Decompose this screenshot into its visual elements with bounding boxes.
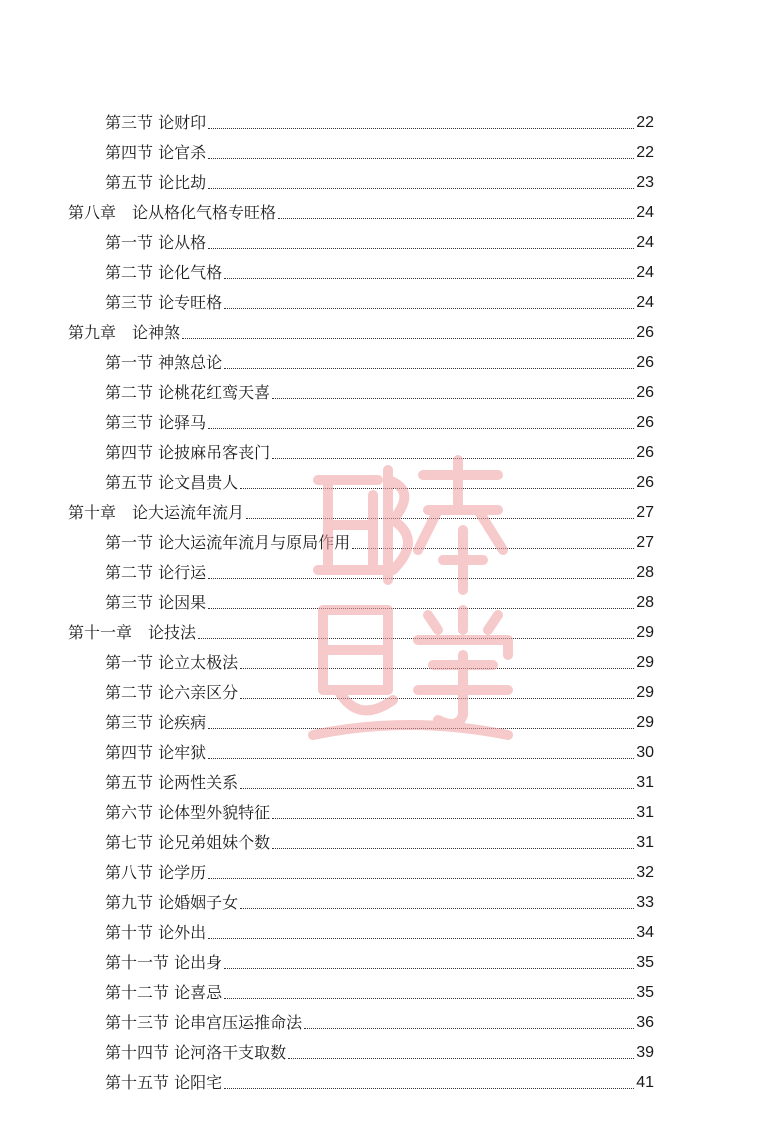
dot-leader <box>208 757 634 759</box>
toc-entry-label <box>105 473 238 493</box>
toc-entry-number: 第八节 <box>105 863 154 882</box>
toc-section-entry[interactable] <box>105 523 654 553</box>
toc-entry-label <box>105 443 270 463</box>
dot-leader <box>224 367 634 369</box>
toc-entry-title: 论披麻吊客丧门 <box>158 443 271 462</box>
toc-entry-number: 第十一章 <box>68 623 133 642</box>
dot-leader <box>352 547 634 549</box>
toc-page-number: 26 <box>636 324 654 341</box>
toc-page-number: 39 <box>636 1044 654 1061</box>
toc-entry-label <box>68 623 196 643</box>
toc-section-entry[interactable] <box>105 553 654 583</box>
toc-entry-title: 神煞总论 <box>158 353 223 372</box>
toc-section-entry[interactable] <box>105 373 654 403</box>
toc-entry-title: 论官杀 <box>158 143 207 162</box>
toc-page-number: 29 <box>636 714 654 731</box>
toc-section-entry[interactable] <box>105 253 654 283</box>
toc-page-number: 22 <box>636 114 654 131</box>
toc-page-number: 30 <box>636 744 654 761</box>
toc-entry-label <box>105 563 206 583</box>
toc-entry-number: 第九节 <box>105 893 154 912</box>
toc-entry-label <box>105 953 222 973</box>
toc-entry-label <box>105 683 238 703</box>
dot-leader <box>224 307 634 309</box>
toc-entry-title: 论从格化气格专旺格 <box>132 203 277 222</box>
toc-entry-title: 论体型外貌特征 <box>158 803 271 822</box>
dot-leader <box>240 487 634 489</box>
toc-section-entry[interactable] <box>105 1063 654 1093</box>
toc-entry-title: 论行运 <box>158 563 207 582</box>
toc-entry-title: 论学历 <box>158 863 207 882</box>
toc-section-entry[interactable] <box>105 883 654 913</box>
toc-entry-label <box>105 143 206 163</box>
toc-page-number: 24 <box>636 294 654 311</box>
toc-page-number: 33 <box>636 894 654 911</box>
dot-leader <box>224 967 634 969</box>
toc-section-entry[interactable] <box>105 163 654 193</box>
dot-leader <box>208 877 634 879</box>
toc-entry-title: 论大运流年流月 <box>132 503 245 522</box>
dot-leader <box>246 517 634 519</box>
toc-entry-title: 论财印 <box>158 113 207 132</box>
dot-leader <box>288 1057 634 1059</box>
toc-entry-number: 第十三节 <box>105 1013 170 1032</box>
toc-entry-title: 论大运流年流月与原局作用 <box>158 533 351 552</box>
toc-entry-title: 论外出 <box>158 923 207 942</box>
dot-leader <box>272 457 634 459</box>
toc-entry-title: 论化气格 <box>158 263 223 282</box>
toc-entry-number: 第三节 <box>105 113 154 132</box>
dot-leader <box>304 1027 634 1029</box>
toc-entry-title: 论驿马 <box>158 413 207 432</box>
toc-page-number: 23 <box>636 174 654 191</box>
toc-entry-label <box>105 1043 286 1063</box>
toc-section-entry[interactable] <box>105 643 654 673</box>
toc-entry-title: 论文昌贵人 <box>158 473 239 492</box>
toc-section-entry[interactable] <box>105 103 654 133</box>
toc-page-number: 26 <box>636 414 654 431</box>
toc-entry-number: 第五节 <box>105 473 154 492</box>
dot-leader <box>278 217 634 219</box>
toc-entry-title: 论串宫压运推命法 <box>174 1013 303 1032</box>
toc-section-entry[interactable] <box>105 463 654 493</box>
toc-entry-number: 第二节 <box>105 383 154 402</box>
toc-entry-title: 论比劫 <box>158 173 207 192</box>
toc-entry-title: 论技法 <box>148 623 197 642</box>
toc-entry-label <box>105 593 206 613</box>
toc-section-entry[interactable] <box>105 823 654 853</box>
toc-entry-label <box>105 533 350 553</box>
toc-entry-title: 论牢狱 <box>158 743 207 762</box>
toc-entry-title: 论河洛干支取数 <box>174 1043 287 1062</box>
toc-page-number: 31 <box>636 804 654 821</box>
toc-entry-label <box>68 323 180 343</box>
toc-page-number: 28 <box>636 594 654 611</box>
toc-entry-number: 第三节 <box>105 293 154 312</box>
toc-section-entry[interactable] <box>105 913 654 943</box>
toc-section-entry[interactable] <box>105 403 654 433</box>
toc-entry-label <box>105 923 206 943</box>
dot-leader <box>240 667 634 669</box>
toc-page-number: 27 <box>636 504 654 521</box>
toc-entry-title: 论立太极法 <box>158 653 239 672</box>
toc-entry-number: 第七节 <box>105 833 154 852</box>
toc-page-number: 28 <box>636 564 654 581</box>
toc-entry-label <box>105 353 222 373</box>
toc-entry-spacer <box>116 503 132 522</box>
toc-entry-title: 论专旺格 <box>158 293 223 312</box>
toc-entry-number: 第二节 <box>105 683 154 702</box>
toc-chapter-entry[interactable] <box>68 193 654 223</box>
toc-page-number: 35 <box>636 954 654 971</box>
dot-leader <box>240 787 634 789</box>
toc-entry-number: 第十一节 <box>105 953 170 972</box>
toc-entry-label <box>105 773 238 793</box>
toc-page-number: 24 <box>636 264 654 281</box>
toc-entry-number: 第六节 <box>105 803 154 822</box>
toc-page-number: 26 <box>636 474 654 491</box>
toc-entry-number: 第二节 <box>105 263 154 282</box>
dot-leader <box>198 637 634 639</box>
toc-entry-number: 第三节 <box>105 413 154 432</box>
toc-entry-label <box>105 293 222 313</box>
toc-entry-number: 第四节 <box>105 743 154 762</box>
toc-page-number: 26 <box>636 444 654 461</box>
toc-entry-label <box>105 653 238 673</box>
toc-section-entry[interactable] <box>105 703 654 733</box>
toc-entry-label <box>105 713 206 733</box>
toc-entry-title: 论出身 <box>174 953 223 972</box>
dot-leader <box>272 817 634 819</box>
toc-page-number: 31 <box>636 834 654 851</box>
toc-page-number: 31 <box>636 774 654 791</box>
toc-section-entry[interactable] <box>105 763 654 793</box>
toc-entry-label <box>105 863 206 883</box>
toc-entry-number: 第三节 <box>105 593 154 612</box>
toc-section-entry[interactable] <box>105 283 654 313</box>
toc-page-number: 27 <box>636 534 654 551</box>
toc-entry-number: 第一节 <box>105 353 154 372</box>
dot-leader <box>208 577 634 579</box>
toc-entry-label <box>105 1013 302 1033</box>
dot-leader <box>272 847 634 849</box>
toc-section-entry[interactable] <box>105 583 654 613</box>
toc-section-entry[interactable] <box>105 853 654 883</box>
toc-chapter-entry[interactable] <box>68 613 654 643</box>
toc-entry-title: 论阳宅 <box>174 1073 223 1092</box>
toc-section-entry[interactable] <box>105 223 654 253</box>
dot-leader <box>208 607 634 609</box>
toc-page-number: 32 <box>636 864 654 881</box>
toc-section-entry[interactable] <box>105 733 654 763</box>
toc-page-number: 41 <box>636 1074 654 1091</box>
toc-entry-title: 论婚姻子女 <box>158 893 239 912</box>
toc-entry-label <box>68 203 276 223</box>
toc-entry-label <box>105 833 270 853</box>
toc-entry-label <box>105 263 222 283</box>
toc-entry-title: 论六亲区分 <box>158 683 239 702</box>
dot-leader <box>224 277 634 279</box>
toc-entry-label <box>105 233 206 253</box>
dot-leader <box>208 187 634 189</box>
dot-leader <box>272 397 634 399</box>
toc-page-number: 36 <box>636 1014 654 1031</box>
toc-page-number: 29 <box>636 654 654 671</box>
toc-chapter-entry[interactable] <box>68 493 654 523</box>
toc-entry-label <box>105 413 206 433</box>
toc-entry-number: 第二节 <box>105 563 154 582</box>
toc-entry-title: 论兄弟姐妹个数 <box>158 833 271 852</box>
toc-entry-number: 第四节 <box>105 443 154 462</box>
dot-leader <box>240 697 634 699</box>
toc-entry-title: 论从格 <box>158 233 207 252</box>
dot-leader <box>208 727 634 729</box>
toc-entry-number: 第一节 <box>105 233 154 252</box>
toc-entry-number: 第五节 <box>105 173 154 192</box>
toc-entry-number: 第十四节 <box>105 1043 170 1062</box>
toc-page-number: 34 <box>636 924 654 941</box>
toc-entry-number: 第三节 <box>105 713 154 732</box>
toc-page-number: 29 <box>636 624 654 641</box>
toc-entry-title: 论神煞 <box>132 323 181 342</box>
toc-entry-title: 论疾病 <box>158 713 207 732</box>
toc-section-entry[interactable] <box>105 1033 654 1063</box>
toc-page-number: 24 <box>636 204 654 221</box>
dot-leader <box>224 1087 634 1089</box>
toc-chapter-entry[interactable] <box>68 313 654 343</box>
toc-section-entry[interactable] <box>105 1003 654 1033</box>
toc-entry-number: 第一节 <box>105 533 154 552</box>
toc-entry-label <box>105 383 270 403</box>
toc-entry-label <box>105 803 270 823</box>
toc-entry-spacer <box>116 323 132 342</box>
dot-leader <box>208 157 634 159</box>
toc-entry-spacer <box>116 203 132 222</box>
toc-entry-number: 第八章 <box>68 203 117 222</box>
dot-leader <box>208 937 634 939</box>
toc-entry-number: 第十章 <box>68 503 117 522</box>
toc-entry-number: 第五节 <box>105 773 154 792</box>
toc-entry-label <box>105 743 206 763</box>
toc-entry-number: 第十节 <box>105 923 154 942</box>
toc-entry-label <box>105 113 206 133</box>
toc-section-entry[interactable] <box>105 973 654 1003</box>
toc-entry-label <box>105 173 206 193</box>
toc-entry-label <box>105 893 238 913</box>
toc-entry-label <box>105 983 222 1003</box>
toc-section-entry[interactable] <box>105 343 654 373</box>
toc-entry-title: 论因果 <box>158 593 207 612</box>
toc-entry-number: 第九章 <box>68 323 117 342</box>
toc-section-entry[interactable] <box>105 673 654 703</box>
toc-page-number: 35 <box>636 984 654 1001</box>
toc-section-entry[interactable] <box>105 943 654 973</box>
toc-entry-label <box>105 1073 222 1093</box>
toc-section-entry[interactable] <box>105 433 654 463</box>
toc-entry-title: 论桃花红鸾天喜 <box>158 383 271 402</box>
toc-entry-number: 第一节 <box>105 653 154 672</box>
toc-page-number: 26 <box>636 354 654 371</box>
toc-page-number: 24 <box>636 234 654 251</box>
dot-leader <box>208 127 634 129</box>
toc-section-entry[interactable] <box>105 133 654 163</box>
dot-leader <box>224 997 634 999</box>
toc-entry-number: 第十二节 <box>105 983 170 1002</box>
toc-entry-title: 论两性关系 <box>158 773 239 792</box>
dot-leader <box>182 337 634 339</box>
toc-entry-spacer <box>132 623 148 642</box>
toc-section-entry[interactable] <box>105 793 654 823</box>
toc-entry-title: 论喜忌 <box>174 983 223 1002</box>
toc-page-number: 22 <box>636 144 654 161</box>
toc-entry-number: 第四节 <box>105 143 154 162</box>
toc-entry-number: 第十五节 <box>105 1073 170 1092</box>
dot-leader <box>208 247 634 249</box>
dot-leader <box>240 907 634 909</box>
toc-page-number: 26 <box>636 384 654 401</box>
toc-entry-label <box>68 503 244 523</box>
dot-leader <box>208 427 634 429</box>
toc-page-number: 29 <box>636 684 654 701</box>
